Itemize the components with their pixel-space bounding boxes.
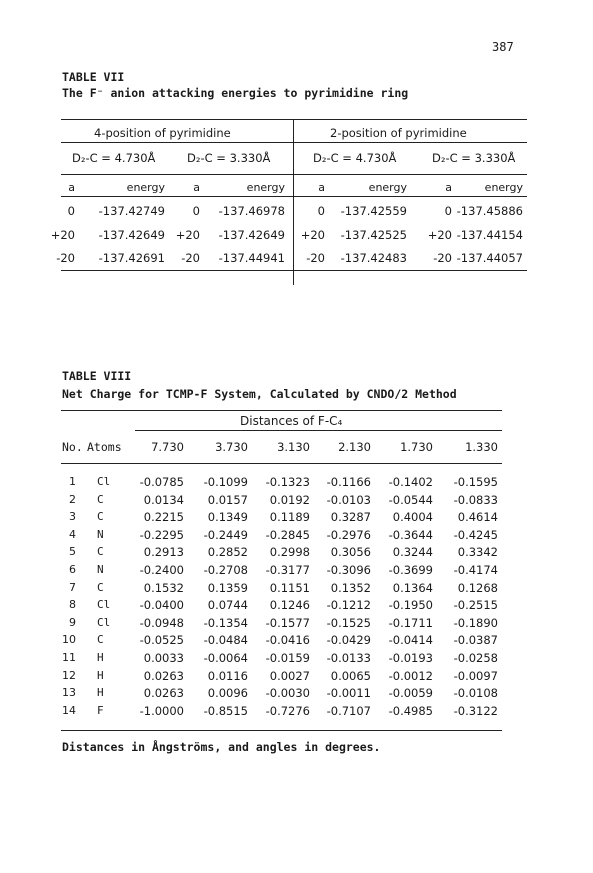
charge-value: -0.2295 [139, 528, 184, 542]
rule-under-dist [61, 174, 527, 175]
row-number: 9 [69, 616, 76, 629]
column-header-energy: energy [246, 181, 285, 194]
charge-value: 0.3342 [457, 545, 498, 559]
distance-header: D₂-C = 3.330Å [432, 151, 516, 165]
column-header-distance: 2.130 [338, 440, 371, 454]
charge-value: -0.2515 [453, 598, 498, 612]
charge-value: -0.1402 [388, 475, 433, 489]
group-header-2-position: 2-position of pyrimidine [330, 126, 467, 140]
charge-value: -0.0544 [388, 493, 433, 507]
charge-value: -0.4985 [388, 704, 433, 718]
charge-value: -0.1323 [265, 475, 310, 489]
charge-value: 0.3244 [392, 545, 433, 559]
charge-value: -0.7276 [265, 704, 310, 718]
charge-value: -0.0133 [326, 651, 371, 665]
table-cell-angle: -20 [433, 251, 452, 265]
charge-value: -0.0064 [203, 651, 248, 665]
charge-value: 0.0157 [207, 493, 248, 507]
table-cell-angle: -20 [56, 251, 75, 265]
rule-under-span [135, 430, 502, 431]
column-header-distance: 3.130 [277, 440, 310, 454]
charge-value: 0.1349 [207, 510, 248, 524]
atom-symbol: F [97, 704, 104, 717]
charge-value: -0.0258 [453, 651, 498, 665]
charge-value: -0.0525 [139, 633, 184, 647]
charge-value: 0.0027 [269, 669, 310, 683]
charge-value: 0.0744 [207, 598, 248, 612]
table-cell-energy: -137.42691 [98, 251, 165, 265]
charge-value: -0.0030 [265, 686, 310, 700]
charge-value: -0.1890 [453, 616, 498, 630]
table-cell-angle: 0 [444, 204, 452, 218]
rule-top [61, 119, 527, 120]
charge-value: -0.0059 [388, 686, 433, 700]
charge-value: -0.2976 [326, 528, 371, 542]
row-number: 4 [69, 528, 76, 541]
atom-symbol: Cl [97, 475, 111, 488]
column-header-a: a [68, 181, 75, 194]
table-cell-energy: -137.42649 [218, 228, 285, 242]
table-cell-angle: 0 [67, 204, 75, 218]
charge-value: 0.1151 [269, 581, 310, 595]
column-header-distance: 1.730 [400, 440, 433, 454]
atom-symbol: H [97, 686, 104, 699]
group-header-4-position: 4-position of pyrimidine [94, 126, 231, 140]
charge-value: 0.1532 [143, 581, 184, 595]
charge-value: -0.0833 [453, 493, 498, 507]
charge-value: -0.7107 [326, 704, 371, 718]
row-number: 2 [69, 493, 76, 506]
charge-value: -0.3122 [453, 704, 498, 718]
charge-value: 0.1352 [330, 581, 371, 595]
charge-value: 0.3287 [330, 510, 371, 524]
charge-value: -0.1525 [326, 616, 371, 630]
rule-under-header [61, 463, 502, 464]
charge-value: 0.1359 [207, 581, 248, 595]
distance-header: D₂-C = 4.730Å [313, 151, 397, 165]
span-header: Distances of F-C₄ [240, 414, 343, 428]
table-cell-angle: 0 [192, 204, 200, 218]
table-cell-angle: +20 [50, 228, 75, 242]
charge-value: -0.3644 [388, 528, 433, 542]
table-cell-energy: -137.44154 [456, 228, 523, 242]
charge-value: -0.4174 [453, 563, 498, 577]
rule-bottom [61, 730, 502, 731]
charge-value: -0.3699 [388, 563, 433, 577]
charge-value: 0.0263 [143, 669, 184, 683]
column-header-a: a [445, 181, 452, 194]
charge-value: -0.0011 [326, 686, 371, 700]
table-vii-caption: The F⁻ anion attacking energies to pyrimidine ring [62, 86, 409, 100]
charge-value: -0.2708 [203, 563, 248, 577]
charge-value: 0.0263 [143, 686, 184, 700]
table-vii-label: TABLE VII [62, 70, 125, 84]
charge-value: -0.0012 [388, 669, 433, 683]
charge-value: -0.1595 [453, 475, 498, 489]
charge-value: 0.0116 [207, 669, 248, 683]
table-cell-angle: +20 [300, 228, 325, 242]
table-viii-caption: Net Charge for TCMP-F System, Calculated by CNDO/2 Method [62, 387, 457, 401]
table-cell-energy: -137.45886 [456, 204, 523, 218]
charge-value: 0.0096 [207, 686, 248, 700]
column-header-no: No. [62, 440, 83, 454]
atom-symbol: Cl [97, 616, 111, 629]
atom-symbol: N [97, 528, 104, 541]
charge-value: 0.2913 [143, 545, 184, 559]
charge-value: -0.0484 [203, 633, 248, 647]
charge-value: -0.1166 [326, 475, 371, 489]
row-number: 14 [62, 704, 76, 717]
table-viii-label: TABLE VIII [62, 369, 132, 383]
atom-symbol: C [97, 545, 104, 558]
table-cell-energy: -137.42525 [340, 228, 407, 242]
column-header-energy: energy [484, 181, 523, 194]
charge-value: -0.0108 [453, 686, 498, 700]
rule-under-group [61, 142, 527, 143]
table-cell-angle: -20 [306, 251, 325, 265]
charge-value: -0.0400 [139, 598, 184, 612]
charge-value: 0.2215 [143, 510, 184, 524]
charge-value: -0.1099 [203, 475, 248, 489]
charge-value: 0.1189 [269, 510, 310, 524]
table-cell-angle: +20 [427, 228, 452, 242]
table-cell-energy: -137.46978 [218, 204, 285, 218]
charge-value: 0.4004 [392, 510, 433, 524]
charge-value: 0.0134 [143, 493, 184, 507]
atom-symbol: C [97, 510, 104, 523]
row-number: 5 [69, 545, 76, 558]
row-number: 1 [69, 475, 76, 488]
rule-top [61, 410, 502, 411]
column-header-distance: 7.730 [151, 440, 184, 454]
atom-symbol: H [97, 669, 104, 682]
atom-symbol: C [97, 581, 104, 594]
row-number: 7 [69, 581, 76, 594]
charge-value: 0.3056 [330, 545, 371, 559]
table-cell-angle: +20 [175, 228, 200, 242]
charge-value: 0.1268 [457, 581, 498, 595]
row-number: 11 [62, 651, 76, 664]
charge-value: -0.8515 [203, 704, 248, 718]
table-cell-energy: -137.44057 [456, 251, 523, 265]
row-number: 12 [62, 669, 76, 682]
charge-value: -0.2400 [139, 563, 184, 577]
atom-symbol: Cl [97, 598, 111, 611]
charge-value: -0.0416 [265, 633, 310, 647]
rule-center [293, 119, 294, 285]
charge-value: 0.4614 [457, 510, 498, 524]
charge-value: -0.1212 [326, 598, 371, 612]
charge-value: 0.0192 [269, 493, 310, 507]
distance-header: D₂-C = 4.730Å [72, 151, 156, 165]
page-number: 387 [492, 40, 514, 54]
charge-value: -0.2845 [265, 528, 310, 542]
atom-symbol: N [97, 563, 104, 576]
rule-bottom [61, 270, 527, 271]
charge-value: -0.0429 [326, 633, 371, 647]
row-number: 6 [69, 563, 76, 576]
column-header-distance: 3.730 [215, 440, 248, 454]
table-cell-energy: -137.42649 [98, 228, 165, 242]
table-cell-energy: -137.44941 [218, 251, 285, 265]
atom-symbol: C [97, 493, 104, 506]
rule-under-cols [61, 196, 527, 197]
charge-value: -1.0000 [139, 704, 184, 718]
column-header-energy: energy [368, 181, 407, 194]
table-cell-angle: -20 [181, 251, 200, 265]
row-number: 10 [62, 633, 76, 646]
charge-value: -0.2449 [203, 528, 248, 542]
charge-value: -0.1711 [388, 616, 433, 630]
table-cell-energy: -137.42749 [98, 204, 165, 218]
charge-value: -0.0193 [388, 651, 433, 665]
row-number: 13 [62, 686, 76, 699]
charge-value: -0.0387 [453, 633, 498, 647]
charge-value: -0.3177 [265, 563, 310, 577]
charge-value: -0.0785 [139, 475, 184, 489]
table-cell-energy: -137.42559 [340, 204, 407, 218]
charge-value: 0.0065 [330, 669, 371, 683]
charge-value: -0.1354 [203, 616, 248, 630]
row-number: 8 [69, 598, 76, 611]
atom-symbol: C [97, 633, 104, 646]
column-header-energy: energy [126, 181, 165, 194]
charge-value: -0.3096 [326, 563, 371, 577]
charge-value: -0.0159 [265, 651, 310, 665]
column-header-distance: 1.330 [465, 440, 498, 454]
table-footnote: Distances in Ångströms, and angles in degrees. [62, 740, 381, 754]
charge-value: 0.0033 [143, 651, 184, 665]
charge-value: -0.1950 [388, 598, 433, 612]
column-header-a: a [193, 181, 200, 194]
charge-value: 0.1246 [269, 598, 310, 612]
charge-value: -0.0948 [139, 616, 184, 630]
charge-value: -0.0097 [453, 669, 498, 683]
table-cell-energy: -137.42483 [340, 251, 407, 265]
charge-value: -0.0103 [326, 493, 371, 507]
column-header-a: a [318, 181, 325, 194]
charge-value: -0.4245 [453, 528, 498, 542]
charge-value: 0.2852 [207, 545, 248, 559]
charge-value: 0.2998 [269, 545, 310, 559]
charge-value: 0.1364 [392, 581, 433, 595]
distance-header: D₂-C = 3.330Å [187, 151, 271, 165]
row-number: 3 [69, 510, 76, 523]
charge-value: -0.0414 [388, 633, 433, 647]
table-cell-angle: 0 [317, 204, 325, 218]
charge-value: -0.1577 [265, 616, 310, 630]
atom-symbol: H [97, 651, 104, 664]
column-header-atoms: Atoms [87, 440, 122, 454]
